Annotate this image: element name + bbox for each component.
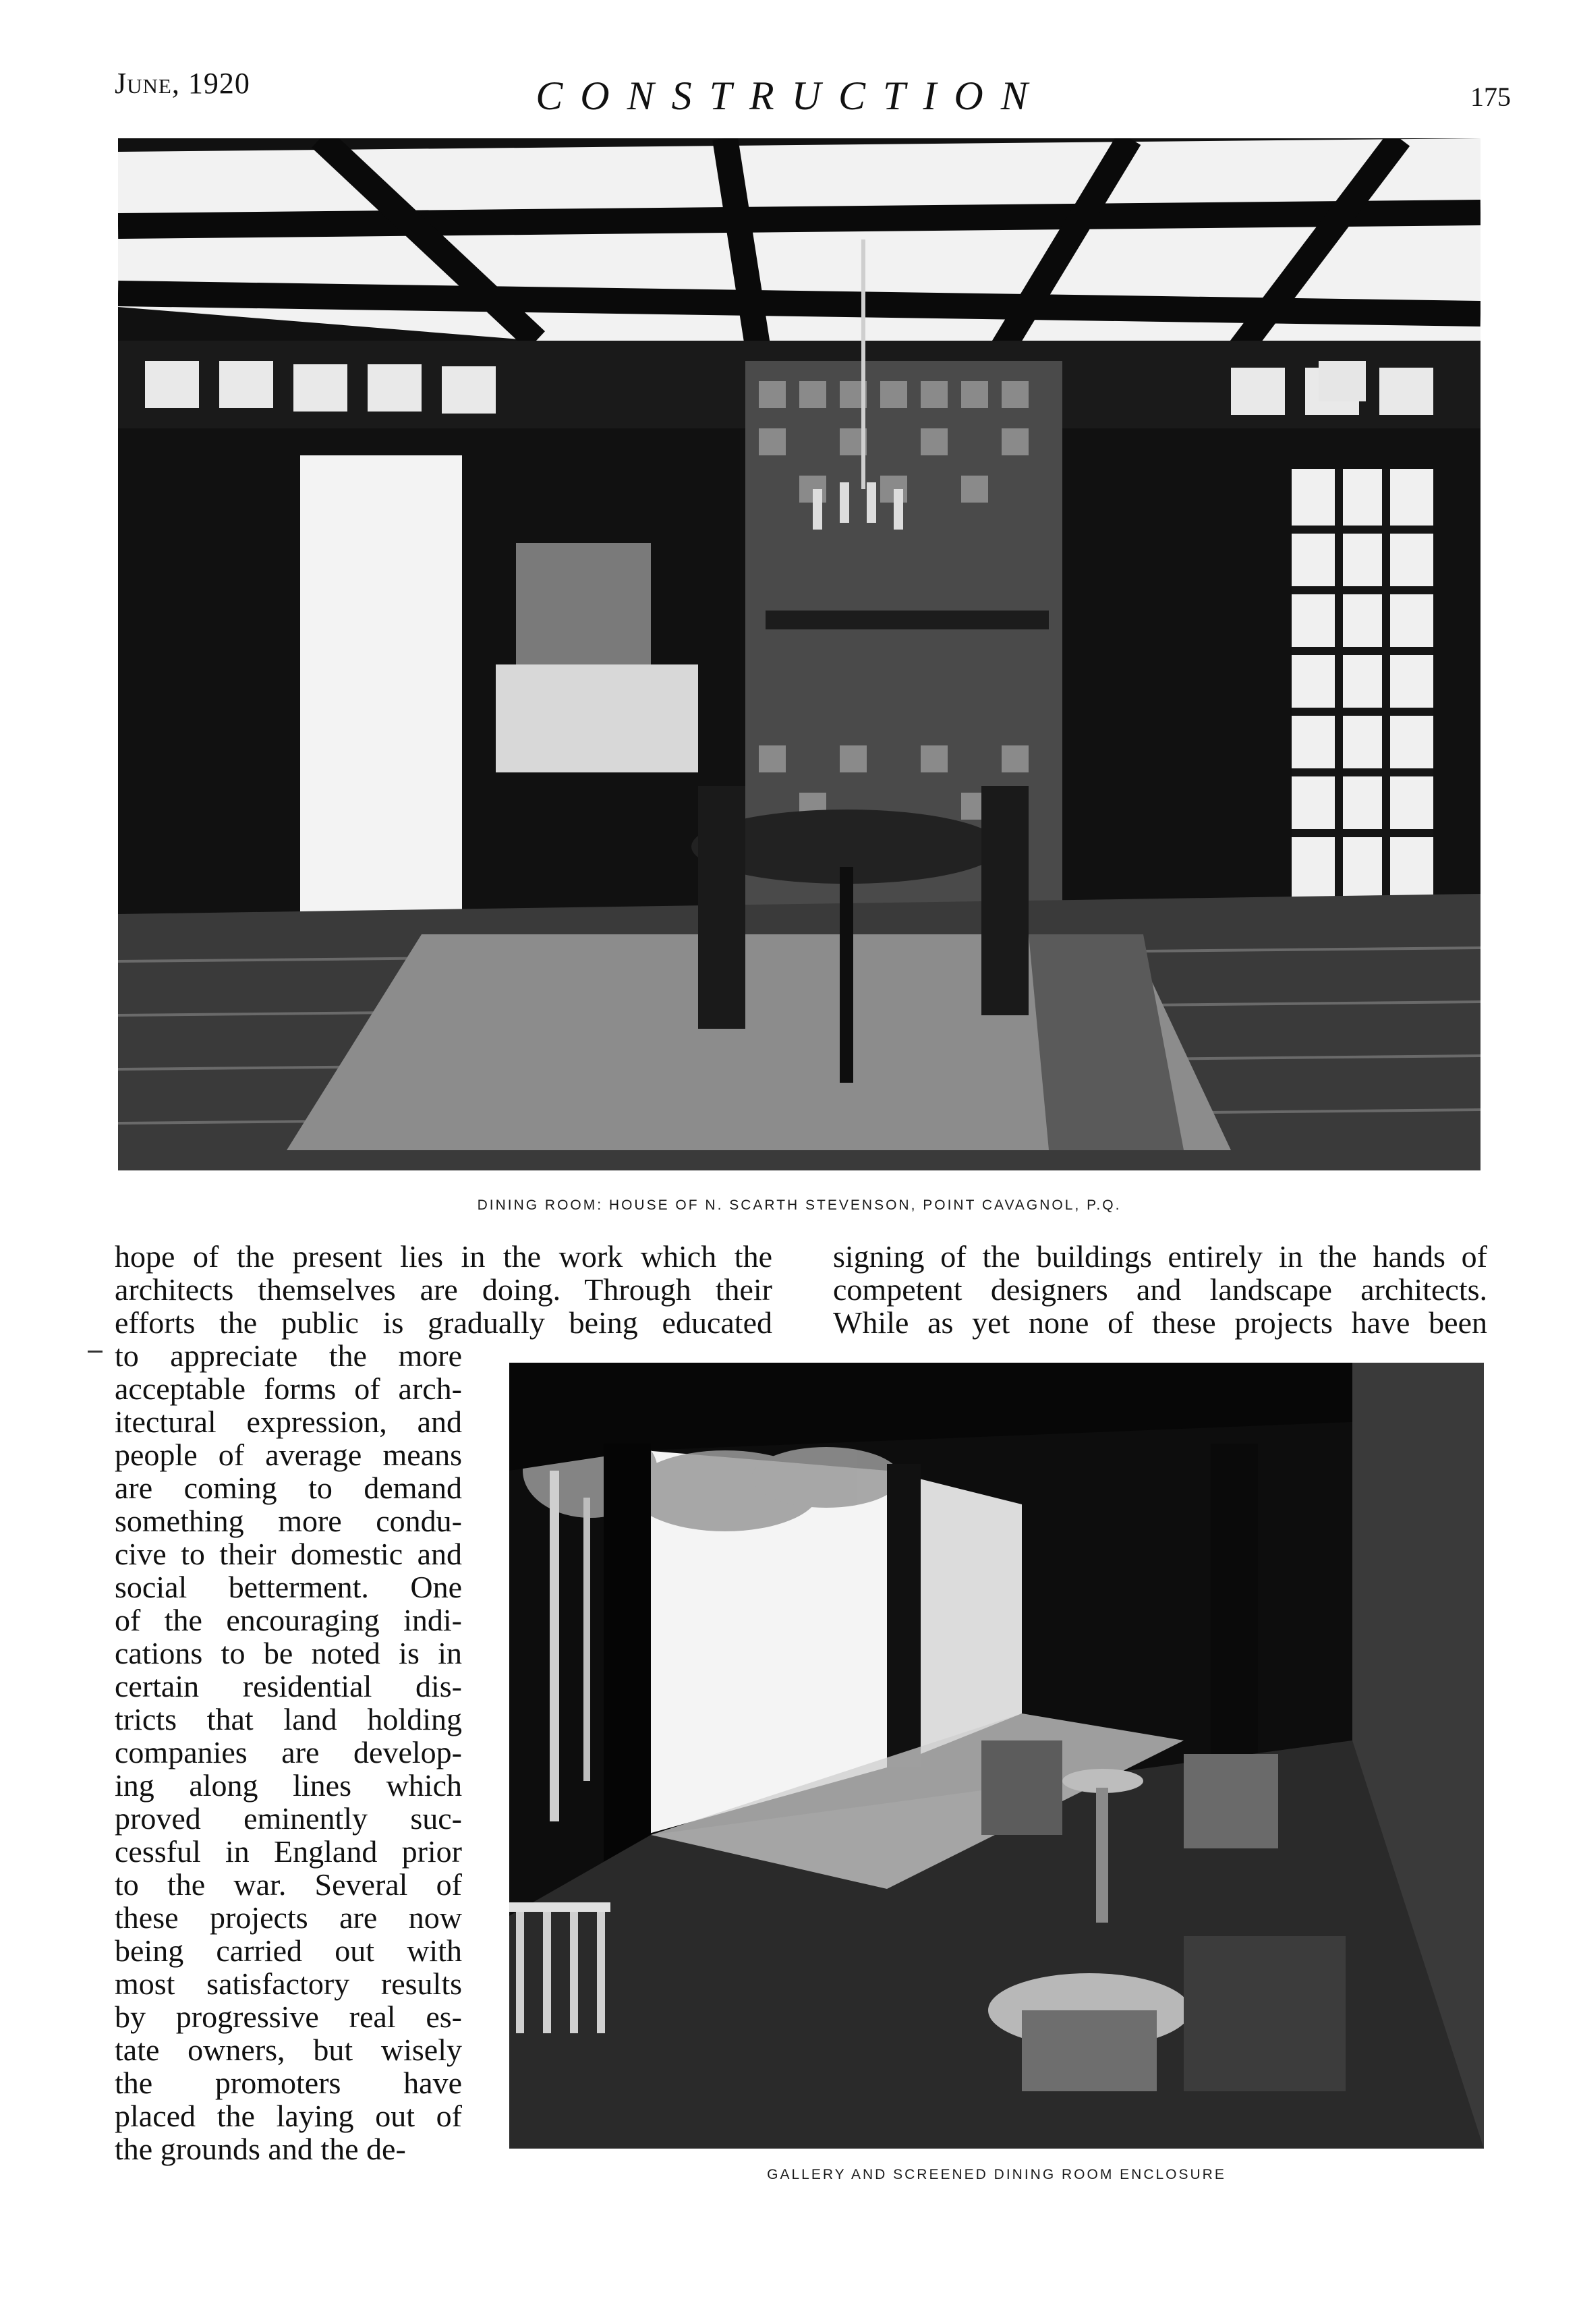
text-line: of the encouraging indi- xyxy=(115,1603,462,1637)
text-line: signing of the buildings entirely in the hands of xyxy=(833,1239,1487,1274)
gallery-photo xyxy=(509,1363,1484,2149)
text-line: efforts the public is gradually being educated xyxy=(115,1305,772,1340)
text-line: While as yet none of these projects have been xyxy=(833,1305,1487,1340)
text-line: competent designers and landscape architects. xyxy=(833,1272,1487,1307)
text-line: to the war. Several of xyxy=(115,1867,462,1902)
dining-room-illustration xyxy=(118,138,1481,1170)
text-line: to appreciate the more xyxy=(115,1338,462,1373)
text-line: are coming to demand xyxy=(115,1471,462,1505)
text-line: most satisfactory results xyxy=(115,1966,462,2001)
page-number: 175 xyxy=(1470,82,1511,112)
text-line: the promoters have xyxy=(115,2066,462,2100)
text-line: cessful in England prior xyxy=(115,1834,462,1869)
gallery-illustration xyxy=(509,1363,1484,2149)
text-column-right-top xyxy=(833,1240,1487,1339)
text-line: proved eminently suc- xyxy=(115,1801,462,1836)
text-line: architects themselves are doing. Through their xyxy=(115,1272,772,1307)
header-month: June, xyxy=(115,67,180,100)
text-line: itectural expression, and xyxy=(115,1405,462,1439)
dining-room-caption: DINING ROOM: HOUSE OF N. SCARTH STEVENSON, POINT CAVAGNOL, P.Q. xyxy=(477,1197,1122,1213)
margin-mark xyxy=(88,1351,103,1353)
text-line: these projects are now xyxy=(115,1900,462,1935)
text-line: the grounds and the de- xyxy=(115,2132,406,2166)
text-line: being carried out with xyxy=(115,1933,462,1968)
text-line: certain residential dis- xyxy=(115,1669,462,1703)
text-line: tate owners, but wisely xyxy=(115,2033,462,2067)
text-line: by progressive real es- xyxy=(115,2000,462,2034)
running-header-journal: CONSTRUCTION xyxy=(536,74,1045,118)
gallery-caption: GALLERY AND SCREENED DINING ROOM ENCLOSURE xyxy=(767,2167,1226,2182)
text-line: acceptable forms of arch- xyxy=(115,1371,462,1406)
header-year: 1920 xyxy=(188,67,250,100)
text-line: placed the laying out of xyxy=(115,2099,462,2133)
text-line: people of average means xyxy=(115,1438,462,1472)
text-line: something more condu- xyxy=(115,1504,462,1538)
text-line: hope of the present lies in the work which the xyxy=(115,1239,772,1274)
dining-room-photo xyxy=(118,138,1481,1170)
text-line: cations to be noted is in xyxy=(115,1636,462,1670)
text-line: tricts that land holding xyxy=(115,1702,462,1736)
text-line: social betterment. One xyxy=(115,1570,462,1604)
text-line: companies are develop- xyxy=(115,1735,462,1769)
text-column-left-top xyxy=(115,1240,772,1339)
text-line: cive to their domestic and xyxy=(115,1537,462,1571)
text-line: ing along lines which xyxy=(115,1768,462,1803)
text-column-left-narrow xyxy=(115,1339,462,2165)
